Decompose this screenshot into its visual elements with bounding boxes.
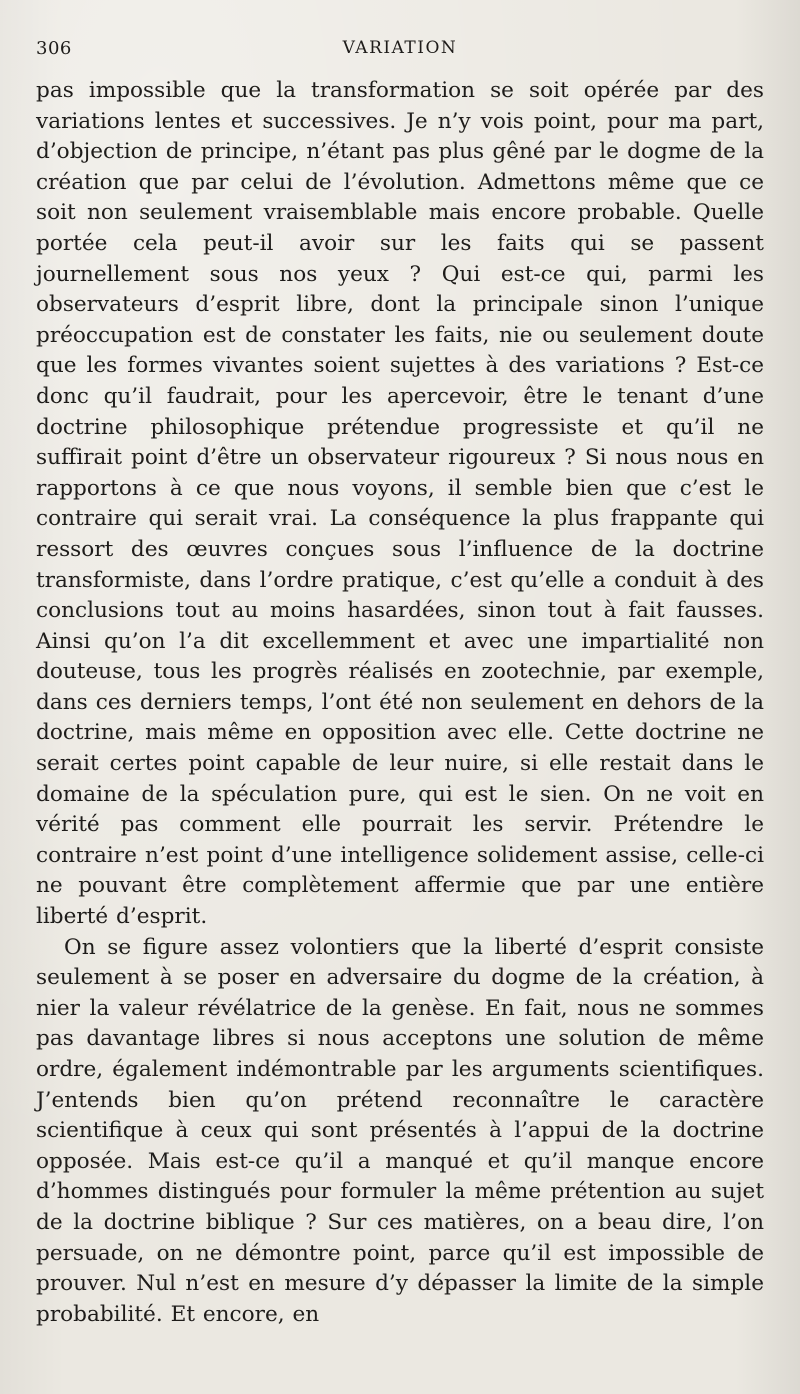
paragraph-continuation: pas impossible que la transformation se soit opérée par des variations lentes et successives. Je n’y vois point, pour ma part, d’objection de principe, n’étant pas plus gêné par le dogme de la création que par celui de l’évolution. Admettons même que ce soit non seulement vraisemblable mais encore probable. Quelle portée cela peut-il avoir sur les faits qui se passent journellement sous nos yeux ? Qui est-ce qui, parmi les observateurs d’esprit libre, dont la principale sinon l’unique préoccupation est de constater les faits, nie ou seulement doute que les formes vivantes soient sujettes à des variations ? Est-ce donc qu’il faudrait, pour les apercevoir, être le tenant d’une doctrine philosophique prétendue progressiste et qu’il ne suffirait point d’être un observateur rigoureux ? Si nous nous en rapportons à ce que nous voyons, il semble bien que c’est le contraire qui serait vrai. La conséquence la plus frappante qui ressort des œuvres conçues sous l’influence de la doctrine transformiste, dans l’ordre pratique, c’est qu’elle a conduit à des conclusions tout au moins hasardées, sinon tout à fait fausses. Ainsi qu’on l’a dit excellemment et avec une impartialité non douteuse, tous les progrès réalisés en zootechnie, par exemple, dans ces derniers temps, l’ont été non seulement en dehors de la doctrine, mais même en opposition avec elle. Cette doctrine ne serait certes point capable de leur nuire, si elle restait dans le domaine de la spéculation pure, qui est le sien. On ne voit en vérité pas comment elle pourrait les servir. Prétendre le contraire n’est point d’une intelligence solidement assise, celle-ci ne pouvant être complètement affermie que par une entière liberté d’esprit. (36, 78, 764, 930)
running-title: VARIATION (342, 38, 458, 58)
page-number: 306 (36, 38, 72, 59)
running-head (36, 38, 764, 66)
paragraph-liberte-esprit: On se figure assez volontiers que la liberté d’esprit consiste seulement à se poser en adversaire du dogme de la création, à nier la valeur révélatrice de la genèse. En fait, nous ne sommes pas davantage libres si nous acceptons une solution de même ordre, également indémontrable par les arguments scientifiques. J’entends bien qu’on prétend reconnaître le caractère scientifique à ceux qui sont présentés à l’appui de la doctrine opposée. Mais est-ce qu’il a manqué et qu’il manque encore d’hommes distingués pour formuler la même prétention au sujet de la doctrine biblique ? Sur ces matières, on a beau dire, l’on persuade, on ne démontre point, parce qu’il est impossible de prouver. Nul n’est en mesure d’y dépasser la limite de la simple probabilité. Et encore, en (36, 934, 764, 1327)
body-text (36, 76, 764, 1330)
